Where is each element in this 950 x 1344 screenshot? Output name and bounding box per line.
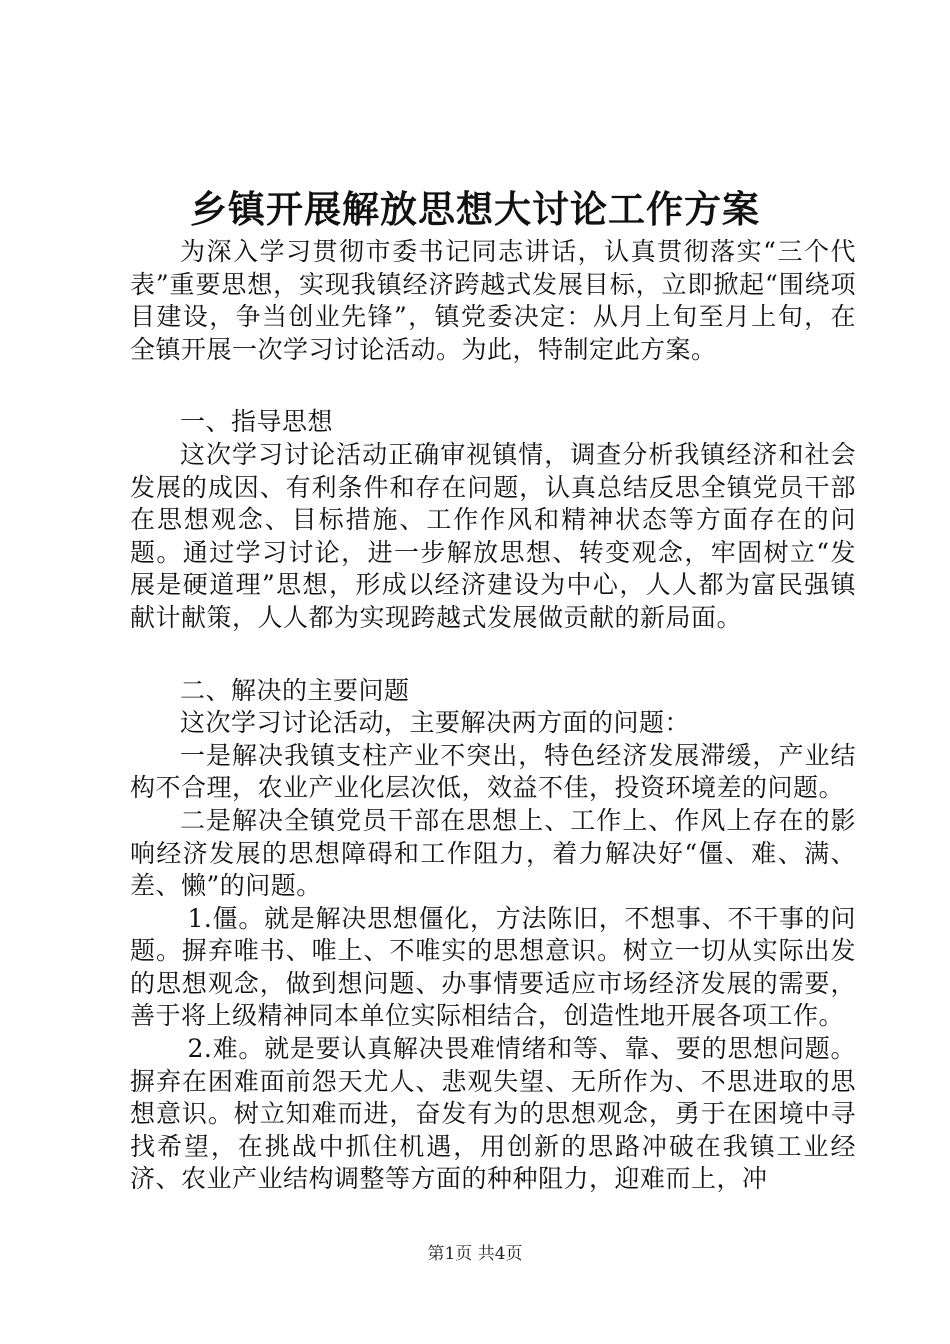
list-item-difficult: 2.难。就是要认真解决畏难情绪和等、靠、要的思想问题。摒弃在困难面前怨天尤人、悲观失望、无所作为、不思进取的思想意识。树立知难而进，奋发有为的思想观念，勇于在困境中寻找希望，在挑战中抓住机遇，用创新的思路冲破在我镇工业经济、农业产业结构调整等方面的种种阻力，迎难而上，冲 <box>130 1034 856 1194</box>
document-title: 乡镇开展解放思想大讨论工作方案 <box>190 187 760 231</box>
page-number: 第1页 共4页 <box>427 1244 523 1264</box>
section-paragraph-point-two: 二是解决全镇党员干部在思想上、工作上、作风上存在的影响经济发展的思想障碍和工作阻力，着力解决好“僵、难、满、差、懒”的问题。 <box>130 805 856 901</box>
document-body <box>130 236 856 1196</box>
section-paragraph-point-one: 一是解决我镇支柱产业不突出，特色经济发展滞缓，产业结构不合理，农业产业化层次低，效益不佳，投资环境差的问题。 <box>130 740 856 803</box>
section-paragraph-main-problems-intro: 这次学习讨论活动，主要解决两方面的问题： <box>180 708 691 738</box>
intro-paragraph: 为深入学习贯彻市委书记同志讲话，认真贯彻落实“三个代表”重要思想，实现我镇经济跨越式发展目标，立即掀起“围绕项目建设，争当创业先锋”，镇党委决定：从月上旬至月上旬，在全镇开展一次学习讨论活动。为此，特制定此方案。 <box>130 237 856 364</box>
list-item-rigid: 1.僵。就是解决思想僵化，方法陈旧，不想事、不干事的问题。摒弃唯书、唯上、不唯实的思想意识。树立一切从实际出发的思想观念，做到想问题、办事情要适应市场经济发展的需要，善于将上级精神同本单位实际相结合，创造性地开展各项工作。 <box>130 903 856 1031</box>
section-heading-guiding-thought: 一、指导思想 <box>180 407 334 437</box>
section-heading-main-problems: 二、解决的主要问题 <box>180 675 410 705</box>
section-paragraph-guiding-thought: 这次学习讨论活动正确审视镇情，调查分析我镇经济和社会发展的成因、有利条件和存在问题，认真总结反思全镇党员干部在思想观念、目标措施、工作作风和精神状态等方面存在的问题。通过学习讨论，进一步解放思想、转变观念，牢固树立“发展是硬道理”思想，形成以经济建设为中心，人人都为富民强镇献计献策，人人都为实现跨越式发展做贡献的新局面。 <box>130 439 856 632</box>
